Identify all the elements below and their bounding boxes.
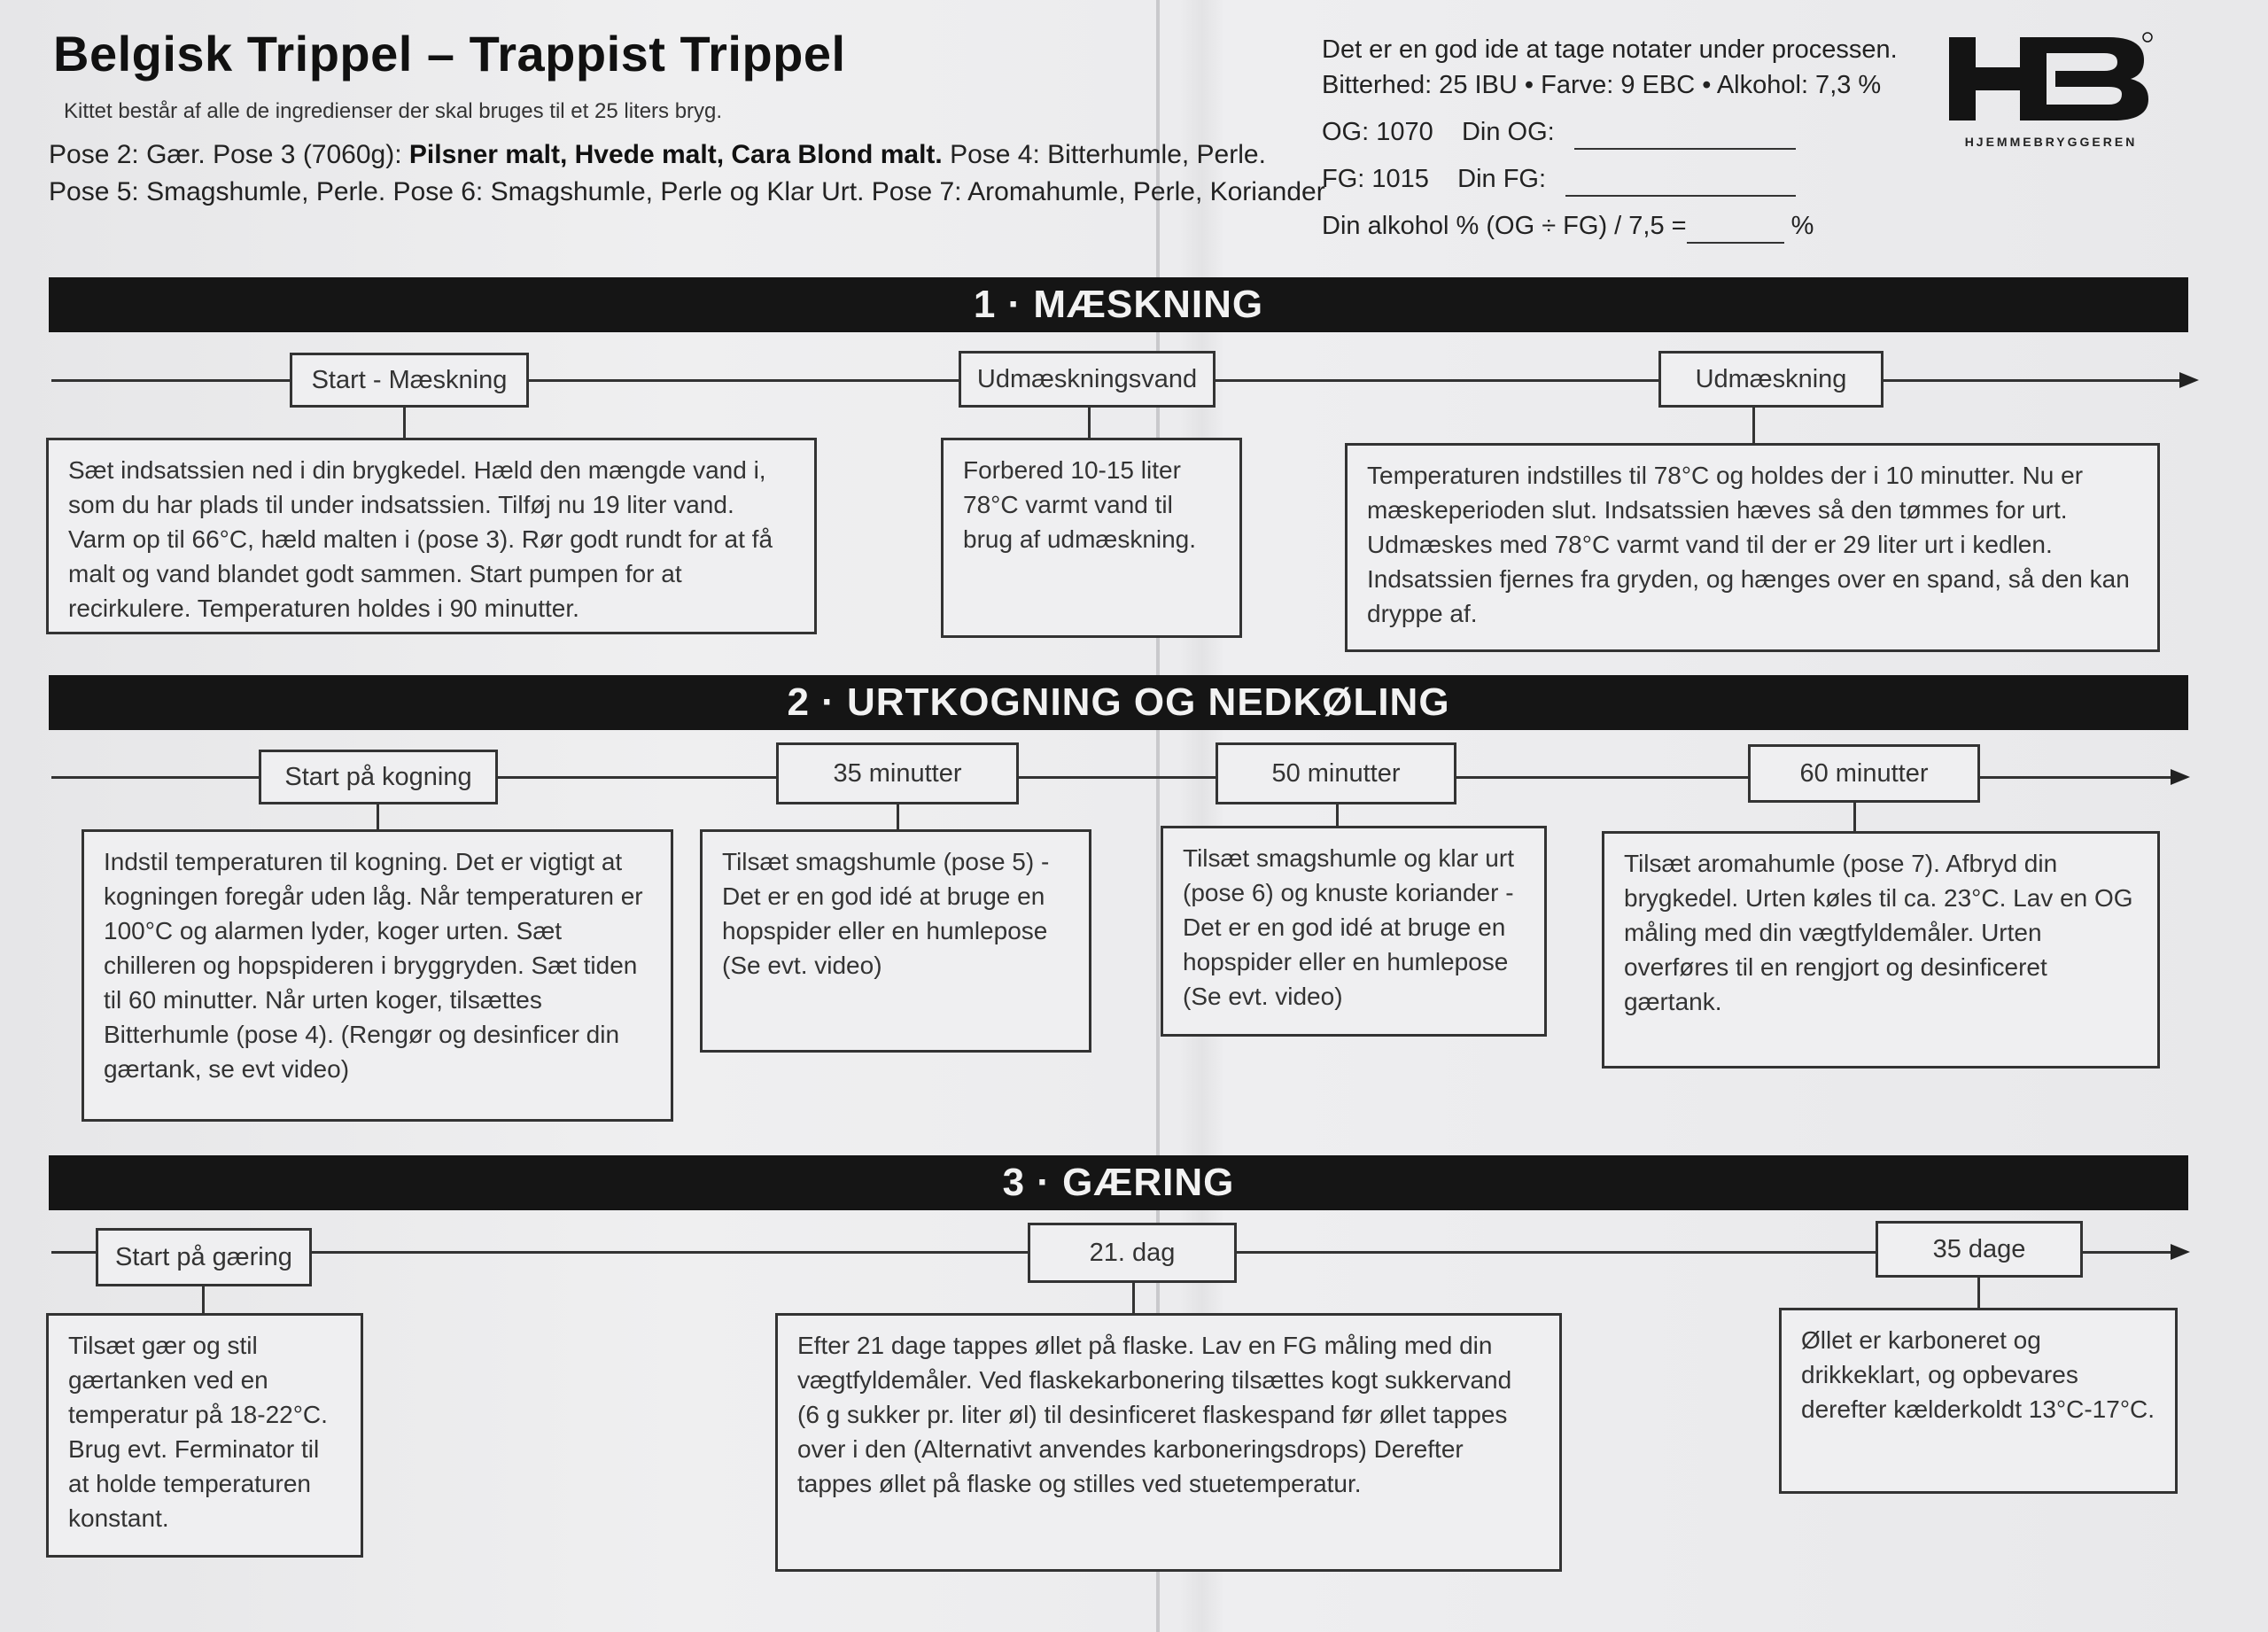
step-description: Efter 21 dage tappes øllet på flaske. Lav en FG måling med din vægtfyldemåler. Ved flaskekarbonering tilsættes kogt sukkervand (6 g sukker pr. liter øl) til desinficeret flaskespand før øllet tappes over i den (Alternativt anvendes karboneringsdrops) Derefter tappes øllet på flaske og stilles ved stuetemperatur. (775, 1313, 1562, 1572)
connector (1977, 1278, 1980, 1309)
connector (202, 1286, 205, 1315)
step-description: Sæt indsatssien ned i din brygkedel. Hæld den mængde vand i, som du har plads til under indsatssien. Tilføj nu 19 liter vand. Varm op til 66°C, hæld malten i (pose 3). Rør godt rundt for at få malt og vand blandet godt sammen. Start pumpen for at recirkulere. Temperaturen holdes i 90 minutter. (46, 438, 817, 634)
step-label: Start på kogning (259, 750, 498, 804)
ingredients-text: Pose 2: Gær. Pose 3 (7060g): (49, 140, 409, 169)
fg-field-label: Din FG: (1457, 165, 1547, 193)
connector (377, 804, 379, 831)
notes-intro: Det er en god ide at tage notater under processen. (1322, 35, 1898, 64)
step-label: 35 dage (1876, 1221, 2083, 1278)
connector (1132, 1283, 1135, 1315)
fg-input-line[interactable] (1565, 168, 1796, 197)
section-2-header: 2 · URTKOGNING OG NEDKØLING (49, 675, 2188, 730)
connector (1752, 408, 1755, 443)
alcohol-input-line[interactable] (1687, 215, 1784, 244)
timeline-arrow-icon (2179, 372, 2199, 388)
logo-wordmark: HJEMMEBRYGGEREN (1964, 135, 2138, 149)
step-description: Temperaturen indstilles til 78°C og holdes der i 10 minutter. Nu er mæskeperioden slut. Indsatssien hæves så den tømmes for urt. Udmæskes med 78°C varmt vand til der er 29 liter urt i kedlen. Indsatssien fjernes fra gryden, og hænges over en spand, så den kan dryppe af. (1345, 443, 2160, 652)
timeline-arrow-icon (2171, 1244, 2190, 1260)
fg-row (1322, 161, 1898, 208)
step-label: Start - Mæskning (290, 353, 529, 408)
step-description: Forbered 10-15 liter 78°C varmt vand til brug af udmæskning. (941, 438, 1242, 638)
timeline-arrow-icon (2171, 769, 2190, 785)
step-description: Indstil temperaturen til kogning. Det er vigtigt at kogningen foregår uden låg. Når temperaturen er 100°C og alarmen lyder, koger urten. Sæt chilleren og hopspideren i bryggryden. Sæt tiden til 60 minutter. Når urten koger, tilsættes Bitterhumle (pose 4). (Rengør og desinficer din gærtank, se evt video) (82, 829, 673, 1122)
malt-list: Pilsner malt, Hvede malt, Cara Blond malt. (408, 140, 943, 169)
kit-description: Kittet består af alle de ingredienser der skal bruges til et 25 liters bryg. (64, 99, 723, 123)
beer-specs: Bitterhed: 25 IBU • Farve: 9 EBC • Alkohol: 7,3 % (1322, 71, 1882, 99)
step-label: 50 minutter (1216, 742, 1456, 804)
step-label: 35 minutter (776, 742, 1019, 804)
step-label: Udmæskningsvand (959, 351, 1216, 408)
og-field-label: Din OG: (1461, 118, 1555, 146)
alcohol-row (1322, 208, 1898, 255)
og-row (1322, 114, 1898, 161)
alcohol-unit: % (1790, 212, 1814, 240)
og-input-line[interactable] (1574, 121, 1796, 150)
page-title: Belgisk Trippel – Trappist Trippel (53, 26, 846, 82)
step-label: 21. dag (1028, 1223, 1237, 1283)
step-description: Tilsæt smagshumle (pose 5) - Det er en god idé at bruge en hopspider eller en humlepose (Se evt. video) (700, 829, 1091, 1053)
connector (1853, 803, 1856, 833)
fg-value: FG: 1015 (1322, 165, 1429, 193)
connector (1336, 804, 1339, 828)
section-3-header: 3 · GÆRING (49, 1155, 2188, 1210)
ingredients-line-2: Pose 5: Smagshumle, Perle. Pose 6: Smagshumle, Perle og Klar Urt. Pose 7: Aromahumle, Perle, Koriander (49, 177, 1325, 206)
og-value: OG: 1070 (1322, 118, 1433, 146)
alcohol-formula: Din alkohol % (OG ÷ FG) / 7,5 = (1322, 212, 1687, 240)
connector (1088, 408, 1091, 439)
hb-logo-mark (1949, 32, 2153, 129)
ingredients-line-1 (49, 140, 1266, 170)
ingredients-text: Pose 4: Bitterhumle, Perle. (942, 140, 1266, 169)
connector (403, 408, 406, 439)
step-label: Start på gæring (96, 1228, 312, 1286)
step-description: Tilsæt gær og stil gærtanken ved en temperatur på 18-22°C. Brug evt. Ferminator til at holde temperaturen konstant. (46, 1313, 363, 1558)
step-label: Udmæskning (1658, 351, 1884, 408)
section-1-header: 1 · MÆSKNING (49, 277, 2188, 332)
step-description: Tilsæt smagshumle og klar urt (pose 6) og knuste koriander - Det er en god idé at bruge en hopspider eller en humlepose (Se evt. video) (1161, 826, 1547, 1037)
connector (897, 804, 899, 831)
notes-panel (1322, 32, 1898, 255)
step-label: 60 minutter (1748, 744, 1980, 803)
step-description: Øllet er karboneret og drikkeklart, og opbevares derefter kælderkoldt 13°C-17°C. (1779, 1308, 2178, 1494)
step-description: Tilsæt aromahumle (pose 7). Afbryd din brygkedel. Urten køles til ca. 23°C. Lav en OG måling med din vægtfyldemåler. Urten overføres til en rengjort og desinficeret gærtank. (1602, 831, 2160, 1069)
hb-logo-icon (1949, 32, 2153, 149)
